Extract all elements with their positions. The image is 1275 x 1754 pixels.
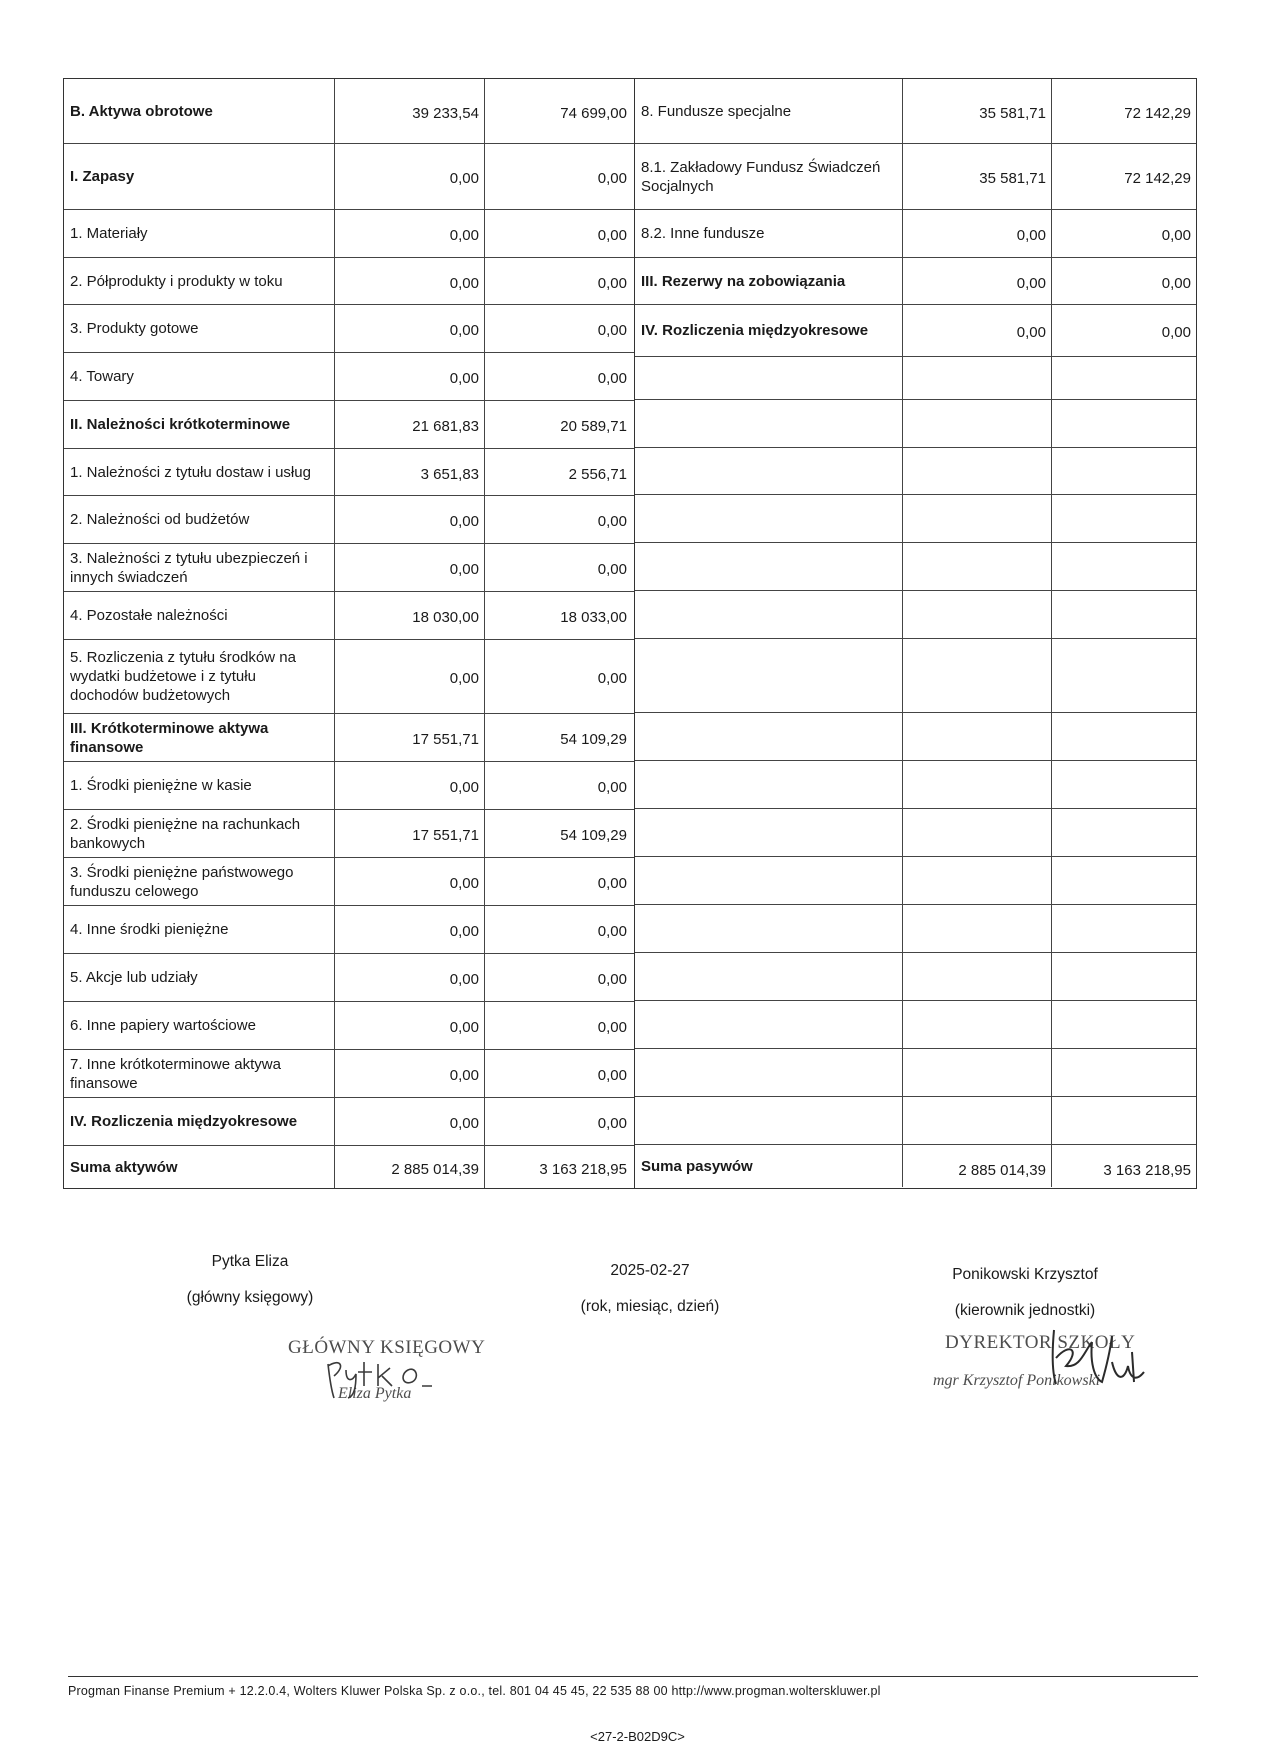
row-label: 1. Należności z tytułu dostaw i usług: [70, 463, 311, 481]
asset-row: [64, 209, 634, 257]
row-label: [635, 495, 902, 542]
value-previous-period: 0,00: [484, 496, 632, 543]
value-current-period: 17 551,71: [334, 714, 484, 761]
document-code: <27-2-B02D9C>: [590, 1729, 685, 1744]
value-current-period: 2 885 014,39: [334, 1146, 484, 1188]
row-label: [635, 953, 902, 1000]
row-label: 8.2. Inne fundusze: [641, 225, 765, 242]
value-current-period: 0,00: [334, 1002, 484, 1049]
value-previous-period: 0,00: [484, 640, 632, 713]
value-previous-period: [1051, 357, 1196, 399]
value-current-period: 0,00: [334, 305, 484, 352]
value-current-period: 17 551,71: [334, 810, 484, 857]
liability-row: [635, 760, 1196, 808]
row-label: IV. Rozliczenia międzyokresowe: [641, 322, 869, 339]
value-previous-period: [1051, 761, 1196, 808]
asset-row: [64, 400, 634, 448]
liability-row: [635, 808, 1196, 856]
assets-column: [63, 78, 634, 1189]
asset-row: [64, 352, 634, 400]
value-previous-period: 3 163 218,95: [1051, 1145, 1196, 1187]
value-previous-period: 54 109,29: [484, 714, 632, 761]
value-current-period: 0,00: [334, 906, 484, 953]
value-previous-period: 0,00: [484, 144, 632, 209]
head-handwritten-signature: [1040, 1322, 1160, 1392]
liability-row: [635, 1144, 1196, 1187]
value-previous-period: 0,00: [484, 258, 632, 304]
value-current-period: 0,00: [334, 1050, 484, 1097]
liability-row: [635, 447, 1196, 494]
liability-row: [635, 399, 1196, 447]
row-label: 2. Należności od budżetów: [70, 511, 250, 528]
value-previous-period: [1051, 448, 1196, 494]
liability-row: [635, 257, 1196, 304]
liability-row: [635, 143, 1196, 209]
row-label: [635, 1097, 902, 1144]
value-previous-period: 72 142,29: [1051, 79, 1196, 143]
value-previous-period: 74 699,00: [484, 79, 632, 143]
row-label: [635, 639, 902, 712]
value-current-period: [902, 1049, 1051, 1096]
value-current-period: 0,00: [334, 762, 484, 809]
value-current-period: 39 233,54: [334, 79, 484, 143]
value-previous-period: 0,00: [484, 906, 632, 953]
value-current-period: [902, 357, 1051, 399]
value-current-period: 0,00: [334, 353, 484, 400]
row-label: 6. Inne papiery wartościowe: [70, 1017, 256, 1034]
value-current-period: 18 030,00: [334, 592, 484, 639]
value-current-period: 35 581,71: [902, 79, 1051, 143]
asset-row: [64, 143, 634, 209]
liabilities-column: [634, 78, 1197, 1189]
value-current-period: 0,00: [334, 544, 484, 591]
asset-row: [64, 857, 634, 905]
stamp-accountant-title: GŁÓWNY KSIĘGOWY: [288, 1337, 486, 1358]
value-previous-period: 0,00: [484, 544, 632, 591]
row-label: [635, 400, 902, 447]
row-label: III. Rezerwy na zobowiązania: [641, 272, 846, 290]
value-current-period: [902, 400, 1051, 447]
value-previous-period: 0,00: [484, 858, 632, 905]
value-current-period: 2 885 014,39: [902, 1145, 1051, 1187]
value-previous-period: [1051, 857, 1196, 904]
value-current-period: 0,00: [334, 954, 484, 1001]
liability-row: [635, 209, 1196, 257]
row-label: [635, 713, 902, 760]
row-label: Suma aktywów: [70, 1158, 178, 1176]
accountant-name: Pytka Eliza: [211, 1253, 289, 1270]
row-label: 3. Produkty gotowe: [70, 320, 199, 337]
value-previous-period: 0,00: [1051, 258, 1196, 304]
value-previous-period: [1051, 591, 1196, 638]
value-current-period: 35 581,71: [902, 144, 1051, 209]
asset-row: [64, 1145, 634, 1188]
value-current-period: 0,00: [902, 305, 1051, 356]
value-current-period: [902, 1097, 1051, 1144]
value-previous-period: [1051, 400, 1196, 447]
stamp-head-name: mgr Krzysztof Ponikowski: [933, 1372, 1101, 1389]
value-previous-period: [1051, 905, 1196, 952]
row-label: 5. Rozliczenia z tytułu środków na wydatki budżetowe i z tytułu dochodów budżetowych: [70, 649, 296, 704]
liability-row: [635, 638, 1196, 712]
value-current-period: 0,00: [334, 258, 484, 304]
row-label: Suma pasywów: [641, 1157, 753, 1175]
value-current-period: 0,00: [334, 144, 484, 209]
value-current-period: [902, 761, 1051, 808]
report-date: 2025-02-27: [610, 1262, 690, 1279]
asset-row: [64, 448, 634, 495]
value-previous-period: 0,00: [484, 762, 632, 809]
stamp-head-title: DYREKTOR SZKOŁY: [945, 1332, 1136, 1353]
liability-row: [635, 542, 1196, 590]
accountant-role: (główny księgowy): [186, 1289, 314, 1306]
value-previous-period: [1051, 953, 1196, 1000]
value-previous-period: 0,00: [484, 305, 632, 352]
date-caption: (rok, miesiąc, dzień): [580, 1298, 720, 1315]
asset-row: [64, 713, 634, 761]
value-previous-period: 0,00: [484, 1098, 632, 1145]
value-current-period: [902, 1001, 1051, 1048]
asset-row: [64, 591, 634, 639]
value-current-period: [902, 495, 1051, 542]
liability-row: [635, 590, 1196, 638]
value-current-period: [902, 809, 1051, 856]
asset-row: [64, 639, 634, 713]
row-label: [635, 591, 902, 638]
value-previous-period: [1051, 543, 1196, 590]
value-previous-period: 20 589,71: [484, 401, 632, 448]
row-label: 1. Materiały: [70, 225, 148, 242]
asset-row: [64, 953, 634, 1001]
stamp-accountant-name: Eliza Pytka: [338, 1385, 412, 1402]
value-previous-period: [1051, 809, 1196, 856]
row-label: IV. Rozliczenia międzyokresowe: [70, 1113, 298, 1130]
value-current-period: 0,00: [334, 210, 484, 257]
value-previous-period: [1051, 1097, 1196, 1144]
value-previous-period: 3 163 218,95: [484, 1146, 632, 1188]
value-current-period: [902, 448, 1051, 494]
value-previous-period: 0,00: [484, 1050, 632, 1097]
value-previous-period: 0,00: [1051, 305, 1196, 356]
row-label: 3. Środki pieniężne państwowego funduszu celowego: [70, 863, 294, 900]
row-label: [635, 761, 902, 808]
value-current-period: 0,00: [334, 640, 484, 713]
value-current-period: [902, 905, 1051, 952]
value-current-period: 3 651,83: [334, 449, 484, 495]
footer-text: Progman Finanse Premium + 12.2.0.4, Wolters Kluwer Polska Sp. z o.o., tel. 801 04 45 45, 22 535 88 00 http://www.progman.wolterskluwer.pl: [68, 1684, 881, 1698]
asset-row: [64, 78, 634, 143]
value-previous-period: 18 033,00: [484, 592, 632, 639]
row-label: [635, 857, 902, 904]
liability-row: [635, 856, 1196, 904]
asset-row: [64, 257, 634, 304]
value-current-period: [902, 857, 1051, 904]
liability-row: [635, 1048, 1196, 1096]
liability-row: [635, 304, 1196, 356]
liability-row: [635, 712, 1196, 760]
value-current-period: 0,00: [334, 1098, 484, 1145]
asset-row: [64, 1097, 634, 1145]
value-current-period: [902, 953, 1051, 1000]
row-label: 8. Fundusze specjalne: [641, 102, 792, 120]
row-label: [635, 809, 902, 856]
row-label: II. Należności krótkoterminowe: [70, 416, 291, 433]
value-previous-period: 0,00: [484, 954, 632, 1001]
asset-row: [64, 304, 634, 352]
row-label: 7. Inne krótkoterminowe aktywa finansowe: [70, 1055, 281, 1092]
value-current-period: 0,00: [334, 496, 484, 543]
asset-row: [64, 543, 634, 591]
value-current-period: 0,00: [902, 258, 1051, 304]
row-label: [635, 357, 902, 399]
row-label: 4. Inne środki pieniężne: [70, 921, 229, 938]
value-previous-period: 0,00: [1051, 210, 1196, 257]
value-current-period: [902, 713, 1051, 760]
head-role: (kierownik jednostki): [954, 1302, 1096, 1319]
value-current-period: 0,00: [902, 210, 1051, 257]
liability-row: [635, 1096, 1196, 1144]
value-previous-period: [1051, 713, 1196, 760]
asset-row: [64, 905, 634, 953]
row-label: 2. Środki pieniężne na rachunkach bankowych: [70, 815, 301, 852]
accountant-handwritten-signature: [320, 1352, 470, 1402]
row-label: [635, 905, 902, 952]
value-previous-period: [1051, 495, 1196, 542]
value-previous-period: 0,00: [484, 1002, 632, 1049]
asset-row: [64, 809, 634, 857]
liability-row: [635, 78, 1196, 143]
liability-row: [635, 356, 1196, 399]
liability-row: [635, 952, 1196, 1000]
footer-divider: [68, 1676, 1198, 1677]
head-name: Ponikowski Krzysztof: [952, 1266, 1098, 1283]
row-label: 5. Akcje lub udziały: [70, 969, 198, 986]
value-previous-period: 54 109,29: [484, 810, 632, 857]
value-previous-period: [1051, 639, 1196, 712]
row-label: [635, 1049, 902, 1096]
row-label: 1. Środki pieniężne w kasie: [70, 777, 252, 794]
value-current-period: [902, 591, 1051, 638]
row-label: 4. Pozostałe należności: [70, 607, 228, 624]
row-label: I. Zapasy: [70, 168, 135, 185]
asset-row: [64, 761, 634, 809]
value-previous-period: [1051, 1001, 1196, 1048]
row-label: III. Krótkoterminowe aktywa finansowe: [70, 719, 269, 756]
liability-row: [635, 1000, 1196, 1048]
asset-row: [64, 495, 634, 543]
liability-row: [635, 904, 1196, 952]
value-previous-period: 0,00: [484, 353, 632, 400]
value-previous-period: [1051, 1049, 1196, 1096]
row-label: [635, 1001, 902, 1048]
row-label: [635, 448, 902, 494]
row-label: 4. Towary: [70, 368, 134, 385]
row-label: 3. Należności z tytułu ubezpieczeń i innych świadczeń: [70, 549, 308, 586]
asset-row: [64, 1049, 634, 1097]
accountant-signature-block: [160, 1253, 340, 1325]
row-label: 8.1. Zakładowy Fundusz Świadczeń Socjalnych: [641, 158, 881, 195]
liability-row: [635, 494, 1196, 542]
row-label: [635, 543, 902, 590]
asset-row: [64, 1001, 634, 1049]
balance-sheet-table: [63, 78, 1197, 1189]
value-current-period: 0,00: [334, 858, 484, 905]
value-previous-period: 2 556,71: [484, 449, 632, 495]
value-previous-period: 72 142,29: [1051, 144, 1196, 209]
date-block: [560, 1262, 740, 1334]
row-label: B. Aktywa obrotowe: [70, 102, 213, 120]
value-current-period: [902, 543, 1051, 590]
value-previous-period: 0,00: [484, 210, 632, 257]
value-current-period: [902, 639, 1051, 712]
value-current-period: 21 681,83: [334, 401, 484, 448]
row-label: 2. Półprodukty i produkty w toku: [70, 272, 283, 290]
